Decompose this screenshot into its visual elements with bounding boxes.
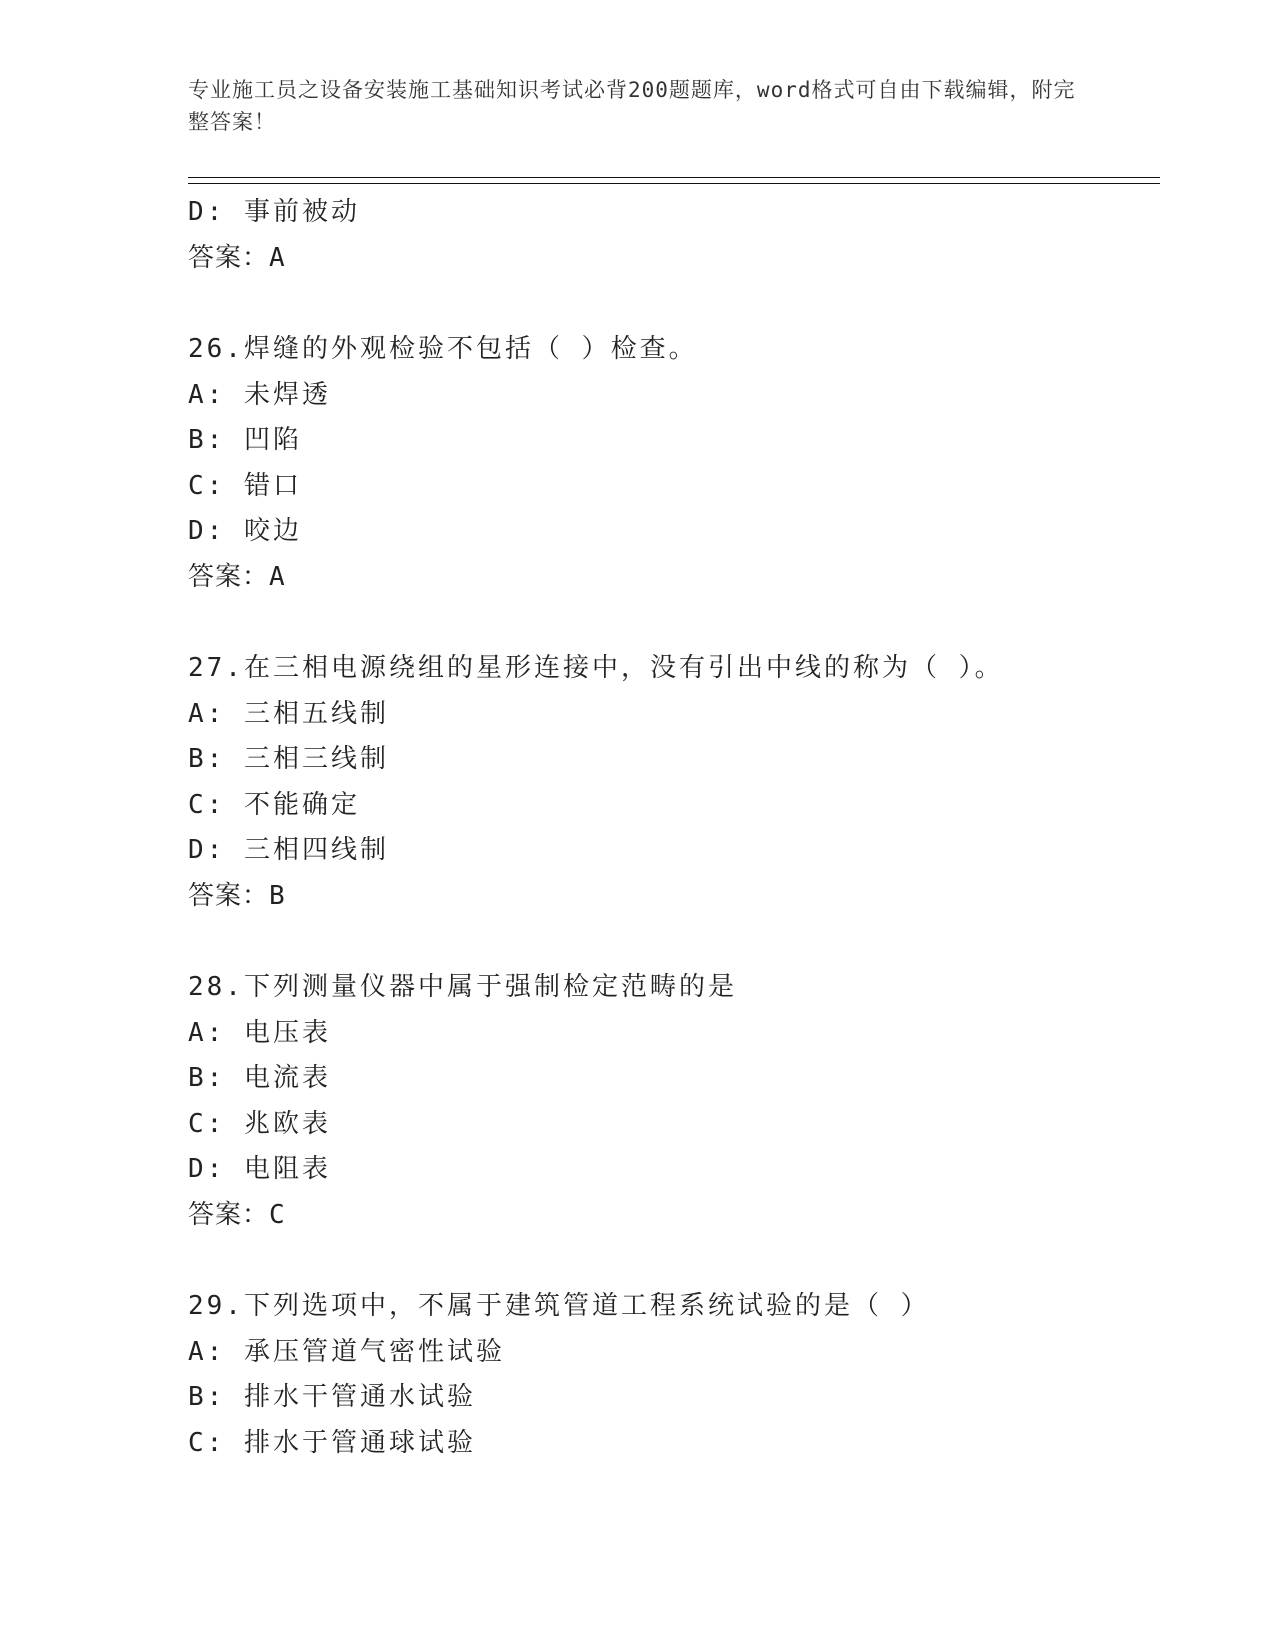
option-b: B: 三相三线制 (188, 744, 389, 774)
option-c: C: 兆欧表 (188, 1108, 331, 1139)
question-title: 29.下列选项中，不属于建筑管道工程系统试验的是（ ） (188, 1291, 930, 1321)
option-d: D: 事前被动 (188, 197, 360, 227)
option-d: D: 咬边 (188, 516, 302, 546)
header-divider-top (188, 177, 1160, 178)
answer-line: 答案：A (188, 561, 286, 592)
option-a: A: 未焊透 (188, 379, 331, 410)
answer-line: 答案：B (188, 880, 286, 911)
question-block (188, 327, 1148, 600)
question-list (188, 190, 1148, 1466)
answer-line: 答案：C (188, 1199, 286, 1230)
document-header: 专业施工员之设备安装施工基础知识考试必背200题题库，word格式可自由下载编辑，附完整答案！ (188, 78, 1076, 134)
option-d: D: 三相四线制 (188, 835, 389, 865)
header-divider-bottom (188, 183, 1160, 184)
question-title: 27.在三相电源绕组的星形连接中，没有引出中线的称为（ ）。 (188, 653, 1004, 683)
option-b: B: 排水干管通水试验 (188, 1382, 476, 1412)
option-d: D: 电阻表 (188, 1154, 331, 1184)
question-block (188, 1284, 1148, 1466)
option-a: A: 电压表 (188, 1017, 331, 1048)
option-b: B: 电流表 (188, 1063, 331, 1093)
question-block (188, 646, 1148, 919)
option-a: A: 承压管道气密性试验 (188, 1336, 505, 1367)
option-c: C: 不能确定 (188, 789, 360, 820)
answer-line: 答案：A (188, 242, 286, 273)
option-c: C: 错口 (188, 470, 302, 501)
option-b: B: 凹陷 (188, 425, 302, 455)
option-c: C: 排水于管通球试验 (188, 1427, 476, 1458)
question-title: 26.焊缝的外观检验不包括（ ）检查。 (188, 334, 698, 364)
question-block (188, 965, 1148, 1238)
question-title: 28.下列测量仪器中属于强制检定范畴的是 (188, 972, 737, 1002)
option-a: A: 三相五线制 (188, 698, 389, 729)
